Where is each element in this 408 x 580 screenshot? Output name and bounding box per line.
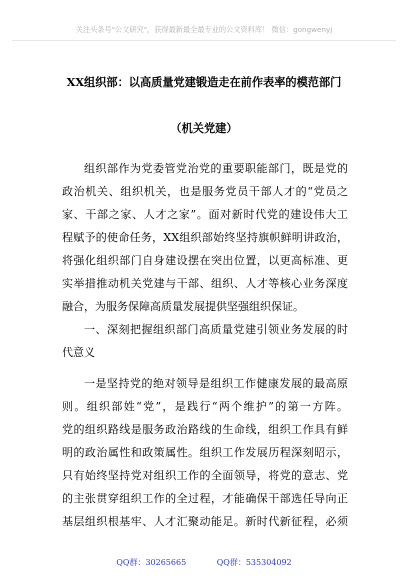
paragraph-line: 则。组织部姓“党”，是践行“两个维护”的第一方阵。 bbox=[62, 400, 348, 413]
paragraph-line: 基层组织根基牢、人才汇聚动能足。新时代新征程，必须 bbox=[62, 515, 348, 528]
section-heading-line: 一、深刻把握组织部门高质量党建引领业务发展的时 bbox=[84, 323, 348, 336]
section-heading-line: 代意义 bbox=[62, 346, 95, 359]
document-subtitle: （机关党建） bbox=[170, 121, 238, 135]
paragraph-line: 将强化组织部门自身建设摆在突出位置，以更高标准、更 bbox=[62, 254, 348, 267]
paragraph-line: 一是坚持党的绝对领导是组织工作健康发展的最高原 bbox=[84, 377, 348, 390]
paragraph-line: 的主张贯穿组织工作的全过程，才能确保干部选任导向正 bbox=[62, 492, 348, 505]
qq-group-1: QQ群：30265665 bbox=[116, 558, 187, 567]
paragraph-line: 组织部作为党委管党治党的重要职能部门，既是党的 bbox=[84, 162, 348, 175]
document-title: XX组织部：以高质量党建锻造走在前作表率的模范部门 bbox=[66, 75, 342, 89]
paragraph-line: 融合，为服务保障高质量发展提供坚强组织保证。 bbox=[62, 300, 304, 313]
paragraph-line: 家、干部之家、人才之家”。面对新时代党的建设伟大工 bbox=[62, 208, 348, 221]
header-banner: 关注头条号"公文研究"，获得最新最全最专业的公文资料库！ 微信：gongwenyj bbox=[75, 25, 333, 34]
qq-group-2: QQ群：535304092 bbox=[216, 558, 292, 567]
paragraph-line: 只有始终坚持党对组织工作的全面领导，将党的意志、党 bbox=[62, 469, 348, 482]
paragraph-line: 明的政治属性和政策属性。组织工作发展历程深刻昭示， bbox=[62, 446, 348, 459]
header-divider bbox=[12, 40, 396, 41]
paragraph-line: 实举措推动机关党建与干部、组织、人才等核心业务深度 bbox=[62, 277, 348, 290]
paragraph-line: 政治机关、组织机关，也是服务党员干部人才的“党员之 bbox=[62, 185, 348, 198]
footer-contact bbox=[0, 558, 408, 568]
document-body bbox=[62, 157, 348, 533]
paragraph-line: 党的组织路线是服务政治路线的生命线，组织工作具有鲜 bbox=[62, 423, 348, 436]
paragraph-line: 程赋予的使命任务，XX组织部始终坚持旗帜鲜明讲政治， bbox=[62, 231, 348, 244]
